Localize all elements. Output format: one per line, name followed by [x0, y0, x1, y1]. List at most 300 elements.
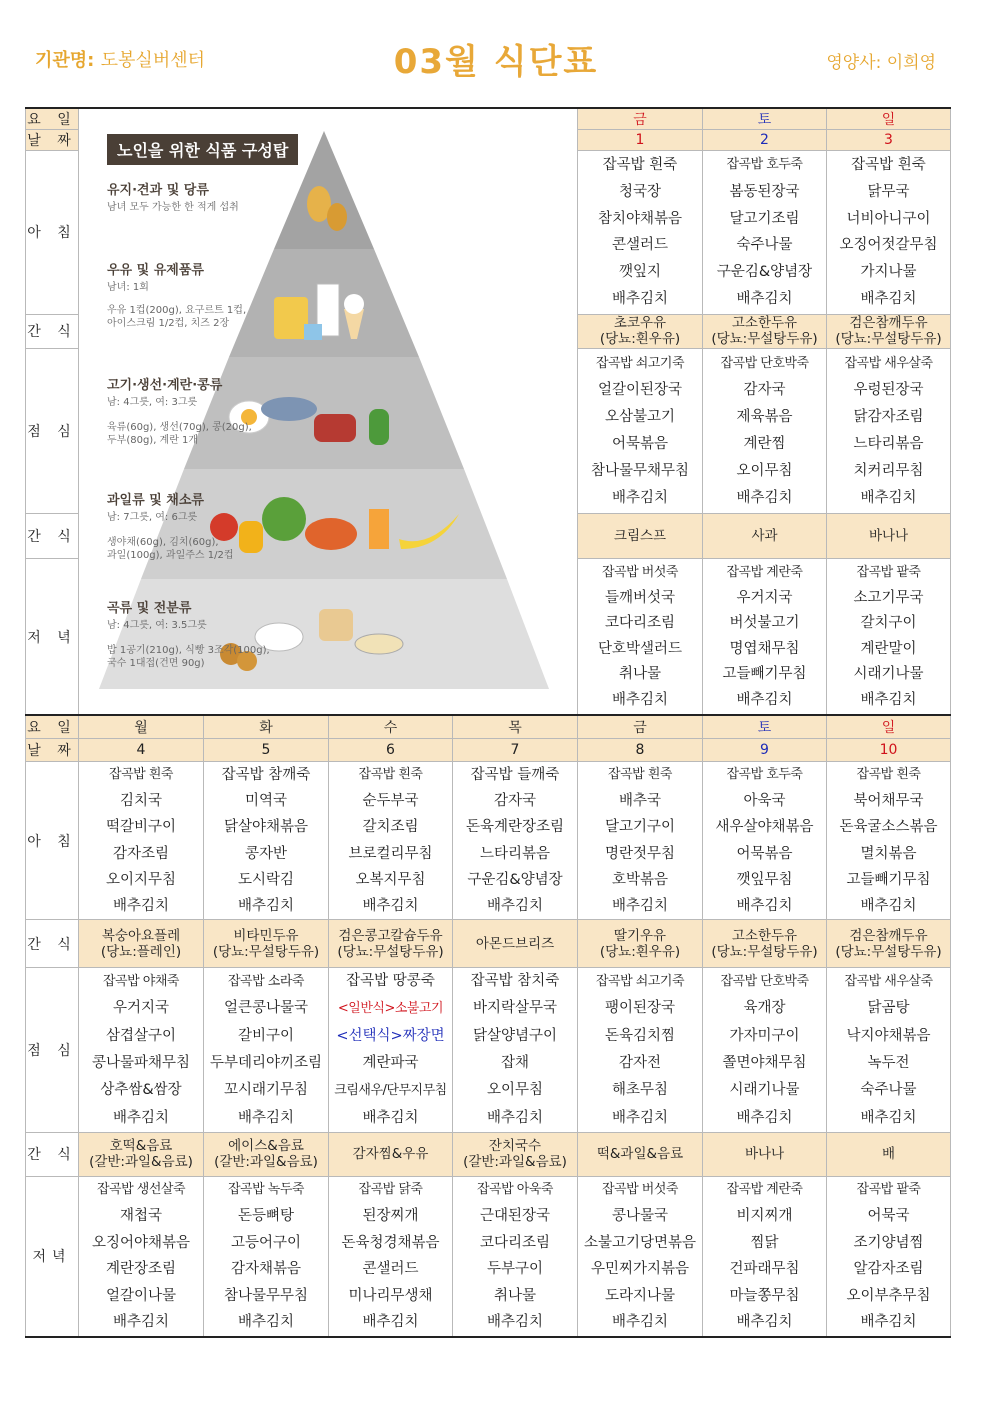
menu-item: 감자국	[743, 381, 786, 398]
pyramid-level-name: 과일류 및 채소류	[107, 493, 204, 508]
row-label-date: 날 짜	[26, 130, 79, 151]
lunch-cell	[703, 348, 827, 514]
menu-item: 감자채볶음	[230, 1261, 302, 1278]
menu-item: 콘샐러드	[362, 1261, 419, 1278]
menu-item: 잡곡밥 녹두죽	[228, 1181, 304, 1197]
breakfast-cell	[827, 762, 951, 920]
menu-item: 계란말이	[860, 640, 917, 657]
nutritionist-name: 이희영	[886, 53, 936, 73]
row-label-snack: 간 식	[26, 920, 79, 968]
menu-item: 잡곡밥 새우살죽	[844, 355, 933, 371]
menu-item: 잡곡밥 참치죽	[470, 973, 560, 990]
menu-item: 잡곡밥 아욱죽	[477, 1181, 553, 1197]
menu-item: 달고기조림	[729, 210, 800, 227]
menu-item: 잡곡밥 흰죽	[856, 767, 921, 782]
row-label-lunch: 점 심	[26, 348, 79, 514]
menu-item: 배추김치	[611, 1109, 669, 1126]
menu-item: 참나물무무침	[223, 1287, 309, 1304]
menu-item: 콩자반	[244, 845, 288, 862]
snack-cell	[453, 920, 578, 968]
menu-item: 잡곡밥 호두죽	[726, 767, 803, 782]
menu-item: 비지찌개	[736, 1208, 793, 1225]
menu-item: 크림새우/단무지무침	[334, 1083, 447, 1099]
date-header: 2	[703, 130, 827, 151]
snack-item: 바나나	[868, 528, 909, 545]
menu-item: 잡곡밥 흰죽	[851, 157, 926, 174]
menu-item: 돈육김치찜	[604, 1027, 676, 1044]
week2-snack1-row	[26, 920, 951, 968]
breakfast-cell	[329, 762, 453, 920]
menu-item: 돈육굴소스볶음	[839, 819, 938, 836]
nutritionist-label: 영양사:	[826, 53, 882, 73]
menu-item: 계란찜	[743, 435, 786, 452]
week2-lunch-row	[26, 968, 951, 1133]
menu-item: 새우살야채볶음	[715, 819, 814, 836]
dinner-cell	[453, 1176, 578, 1337]
weekday-header: 토	[703, 108, 827, 130]
menu-item: 오이지무침	[105, 871, 177, 888]
menu-item: 브로컬리무침	[348, 845, 433, 862]
menu-item: 닭곰탕	[867, 1000, 910, 1017]
breakfast-cell	[703, 151, 827, 315]
menu-item: 잡곡밥 버섯죽	[602, 1181, 678, 1197]
lunch-cell	[204, 968, 329, 1133]
breakfast-cell	[79, 762, 204, 920]
menu-item: 재첩국	[119, 1208, 163, 1225]
menu-item: 들깨버섯국	[604, 589, 676, 606]
dinner-cell	[827, 559, 951, 715]
snack-cell	[703, 1132, 827, 1176]
menu-item: 깻잎지	[618, 263, 662, 280]
menu-item: 근대된장국	[479, 1208, 551, 1225]
row-label-snack: 간 식	[26, 514, 79, 559]
lunch-cell	[79, 968, 204, 1133]
breakfast-cell	[578, 151, 703, 315]
snack-item: 검은콩고칼슘두유	[338, 927, 443, 944]
menu-item: 도시락김	[237, 871, 295, 888]
menu-item: 북어채무국	[853, 793, 924, 810]
menu-item: 두부구이	[486, 1261, 544, 1278]
menu-item: 오복지무침	[355, 871, 426, 888]
menu-item: 갈비구이	[237, 1027, 295, 1044]
menu-item: 잡곡밥 흰죽	[109, 767, 173, 782]
menu-item: 잡곡밥 단호박죽	[720, 355, 809, 371]
menu-item: 얼갈이나물	[105, 1287, 177, 1304]
snack-cell	[329, 920, 453, 968]
menu-item: 우민찌가지볶음	[590, 1261, 690, 1278]
menu-item: 배추김치	[736, 1314, 793, 1331]
snack-item: (갈반:과일&음료)	[214, 1154, 318, 1171]
row-label-snack: 간 식	[26, 1132, 79, 1176]
menu-item: 배추김치	[611, 691, 669, 708]
pyramid-level-name: 우유 및 유제품류	[107, 263, 204, 278]
menu-item: 삼겹살구이	[105, 1027, 177, 1044]
menu-item: 닭살야채볶음	[223, 819, 309, 836]
menu-item: 잡곡밥 야채죽	[103, 974, 179, 990]
row-label-weekday: 요 일	[26, 108, 79, 130]
menu-item: 가지나물	[860, 263, 917, 280]
snack-item: (갈반:과일&음료)	[89, 1154, 193, 1171]
date-header: 10	[827, 739, 951, 762]
menu-item: 잡곡밥 닭죽	[358, 1181, 423, 1197]
snack-item: 고소한두유	[731, 315, 798, 332]
menu-item: 계란파국	[362, 1055, 419, 1072]
org-label: 기관명:	[35, 50, 95, 71]
menu-item: 미나리무생채	[348, 1287, 433, 1304]
dinner-cell	[578, 1176, 703, 1337]
menu-item: 구운김&양념장	[716, 263, 813, 280]
menu-item: 잡곡밥 새우살죽	[844, 974, 933, 990]
menu-item: 배추김치	[486, 897, 544, 914]
menu-item: 조기양념찜	[853, 1234, 924, 1251]
breakfast-cell	[703, 762, 827, 920]
menu-item: 닭무국	[867, 183, 910, 200]
menu-item: 배추김치	[611, 1314, 669, 1331]
menu-item: 숙주나물	[736, 237, 793, 254]
menu-item: 시래기나물	[853, 666, 924, 683]
menu-item: 감자국	[493, 793, 537, 810]
menu-item: 돈등뼈탕	[237, 1208, 295, 1225]
menu-item: 구운김&양념장	[467, 871, 563, 888]
weekday-header: 일	[827, 108, 951, 130]
menu-item: 잡곡밥 쇠고기죽	[595, 974, 685, 990]
menu-item: 잡곡밥 땅콩죽	[346, 973, 435, 990]
pyramid-level-desc: 남: 4그릇, 여: 3.5그릇	[107, 620, 207, 631]
menu-item: 참치야채볶음	[597, 210, 683, 227]
menu-item: 오이무침	[736, 462, 793, 479]
menu-item: 두부데리야끼조림	[209, 1055, 323, 1072]
pyramid-level-name: 유지·견과 및 당류	[107, 183, 209, 198]
snack-cell	[703, 314, 827, 348]
menu-item: 배추김치	[237, 1314, 295, 1331]
menu-item: 오징어젓갈무침	[839, 237, 938, 254]
menu-item: 잡곡밥 계란죽	[726, 565, 803, 581]
snack-cell	[204, 920, 329, 968]
menu-item: 팽이된장국	[604, 1000, 676, 1017]
snack-cell	[453, 1132, 578, 1176]
menu-item: 미역국	[244, 793, 288, 810]
menu-item: 잡곡밥 팥죽	[856, 1181, 921, 1197]
menu-item: 감자전	[618, 1055, 662, 1072]
snack-item: 복숭아요플레	[101, 927, 181, 944]
menu-item: 배추김치	[736, 1109, 793, 1126]
weekday-header: 금	[578, 108, 703, 130]
snack-cell	[578, 514, 703, 559]
snack-cell	[329, 1132, 453, 1176]
weekday-header: 월	[79, 715, 204, 739]
snack-cell	[827, 1132, 951, 1176]
menu-item: 배추김치	[362, 1314, 419, 1331]
menu-item: 소고기무국	[853, 589, 924, 606]
snack-item: 고소한두유	[731, 927, 798, 944]
lunch-cell	[329, 968, 453, 1133]
weekday-header: 목	[453, 715, 578, 739]
menu-item: 단호박샐러드	[597, 640, 683, 657]
week2-weekday-row	[26, 715, 951, 739]
menu-item: 취나물	[618, 666, 662, 683]
menu-item: 김치국	[119, 793, 163, 810]
snack-cell	[703, 514, 827, 559]
menu-item: 청국장	[618, 183, 662, 200]
menu-item: 제육볶음	[736, 408, 793, 425]
snack-item: (당뇨:흰우유)	[599, 331, 681, 348]
menu-item: 깻잎무침	[736, 871, 793, 888]
menu-item: 해초무침	[611, 1082, 669, 1099]
row-label-lunch: 점 심	[26, 968, 79, 1133]
menu-item: 갈치조림	[362, 819, 419, 836]
menu-item: 배추국	[618, 793, 662, 810]
menu-item: 느타리볶음	[853, 435, 924, 452]
menu-item: 너비아니구이	[846, 210, 931, 227]
dinner-cell	[703, 559, 827, 715]
menu-item: 배추김치	[860, 897, 917, 914]
menu-item: 배추김치	[860, 1109, 917, 1126]
menu-item: 소불고기당면볶음	[583, 1234, 697, 1251]
menu-item: 잡곡밥 참깨죽	[221, 767, 311, 783]
menu-item: 잡곡밥 소라죽	[228, 974, 304, 990]
menu-item: 숙주나물	[860, 1082, 917, 1099]
menu-item: 코다리조림	[604, 615, 676, 632]
pyramid-level-desc: 남녀 모두 가능한 한 적게 섭취	[107, 202, 239, 213]
menu-item: 배추김치	[486, 1314, 544, 1331]
dinner-cell	[79, 1176, 204, 1337]
menu-item: 배추김치	[860, 1314, 917, 1331]
food-pyramid	[79, 109, 576, 714]
pyramid-level-detail: 생야채(60g), 김치(60g), 과일(100g), 과일주스 1/2컵	[107, 537, 234, 561]
menu-item: 어묵국	[867, 1208, 910, 1225]
menu-item: 배추김치	[237, 897, 295, 914]
pyramid-level-detail: 육류(60g), 생선(70g), 콩(20g), 두부(80g), 계란 1개	[107, 422, 252, 446]
weekday-header: 수	[329, 715, 453, 739]
menu-item: 우거지국	[736, 589, 793, 606]
menu-item: 배추김치	[362, 1109, 419, 1126]
menu-item: 달고기구이	[604, 819, 676, 836]
menu-item: 알감자조림	[853, 1261, 924, 1278]
lunch-cell	[453, 968, 578, 1133]
row-label-dinner: 저 녁	[26, 559, 79, 715]
row-label-weekday: 요 일	[26, 715, 79, 739]
snack-item: 사과	[751, 528, 778, 545]
menu-item: 배추김치	[860, 489, 917, 506]
menu-item: 가자미구이	[729, 1027, 800, 1044]
menu-item: 오이부추무침	[846, 1287, 931, 1304]
lunch-cell	[578, 348, 703, 514]
date-header: 7	[453, 739, 578, 762]
week2-breakfast-row	[26, 762, 951, 920]
menu-item: 된장찌개	[362, 1208, 419, 1225]
week2-date-row	[26, 739, 951, 762]
breakfast-cell	[578, 762, 703, 920]
menu-item: 육개장	[743, 1000, 786, 1017]
pyramid-level-desc: 남: 7그릇, 여: 6그릇	[107, 512, 198, 523]
menu-item: 갈치구이	[860, 615, 917, 632]
snack-item: (당뇨:무설탕두유)	[711, 943, 818, 960]
weekday-header: 화	[204, 715, 329, 739]
dinner-cell	[578, 559, 703, 715]
dinner-cell	[703, 1176, 827, 1337]
menu-item: 참나물무채무침	[590, 462, 690, 479]
menu-item: 오징어야채볶음	[91, 1234, 191, 1251]
menu-item: 배추김치	[860, 691, 917, 708]
snack-item: 호떡&음료	[109, 1138, 173, 1155]
snack-item: 아몬드브리즈	[475, 935, 555, 952]
menu-item: 돈육계란장조림	[465, 819, 565, 836]
snack-item: 검은참깨두유	[849, 315, 928, 332]
menu-item: 호박볶음	[611, 871, 669, 888]
row-label-breakfast: 아 침	[26, 151, 79, 315]
menu-item: 배추김치	[237, 1109, 295, 1126]
menu-item: <일반식>소불고기	[337, 1001, 444, 1017]
menu-item: 명엽채무침	[729, 640, 800, 657]
menu-item: 배추김치	[486, 1109, 544, 1126]
menu-item: 배추김치	[362, 897, 419, 914]
date-header: 1	[578, 130, 703, 151]
menu-item: 계란장조림	[105, 1261, 177, 1278]
snack-item: 감자찜&우유	[352, 1146, 429, 1163]
menu-item: 잡곡밥 버섯죽	[602, 565, 678, 581]
menu-item: <선택식>짜장면	[336, 1027, 445, 1044]
snack-item: 크림스프	[613, 528, 667, 545]
page-title: 03월 식단표	[393, 42, 599, 82]
snack-item: (당뇨:무설탕두유)	[337, 943, 444, 960]
menu-item: 콩나물국	[611, 1208, 669, 1225]
menu-item: 어묵볶음	[611, 435, 669, 452]
menu-item: 배추김치	[736, 489, 793, 506]
menu-item: 떡갈비구이	[105, 819, 177, 836]
snack-cell	[79, 920, 204, 968]
dinner-cell	[827, 1176, 951, 1337]
pyramid-level-detail: 우유 1컵(200g), 요구르트 1컵, 아이스크림 1/2컵, 치즈 2장	[107, 305, 247, 329]
dinner-cell	[329, 1176, 453, 1337]
menu-item: 우거지국	[112, 1000, 170, 1017]
row-label-snack: 간 식	[26, 314, 79, 348]
weekday-header: 토	[703, 715, 827, 739]
date-header: 9	[703, 739, 827, 762]
menu-item: 명란젓무침	[604, 845, 676, 862]
snack-item: 검은참깨두유	[849, 927, 928, 944]
snack-item: 비타민두유	[233, 927, 299, 944]
menu-item: 잡곡밥 호두죽	[726, 157, 803, 173]
breakfast-cell	[453, 762, 578, 920]
snack-cell	[827, 314, 951, 348]
menu-item: 도라지나물	[604, 1287, 676, 1304]
menu-item: 잡곡밥 흰죽	[358, 767, 423, 782]
menu-item: 쫄면야채무침	[722, 1055, 807, 1072]
snack-item: (당뇨:무설탕두유)	[212, 943, 320, 960]
menu-item: 느타리볶음	[479, 845, 551, 862]
lunch-cell	[827, 968, 951, 1133]
menu-item: 찜닭	[750, 1234, 779, 1251]
menu-item: 순두부국	[362, 793, 419, 810]
food-pyramid-panel	[79, 108, 578, 715]
lunch-cell	[578, 968, 703, 1133]
row-label-breakfast: 아 침	[26, 762, 79, 920]
menu-item: 꼬시래기무침	[223, 1082, 309, 1099]
snack-item: (당뇨:플레인)	[100, 943, 182, 960]
menu-item: 얼갈이된장국	[597, 381, 683, 398]
pyramid-title: 노인을 위한 식품 구성탑	[107, 134, 298, 165]
menu-item: 잡채	[500, 1055, 529, 1072]
snack-item: 잔치국수	[488, 1138, 542, 1155]
menu-item: 오삼불고기	[604, 408, 676, 425]
menu-item: 배추김치	[736, 290, 793, 307]
weekday-header: 일	[827, 715, 951, 739]
menu-item: 상추쌈&쌈장	[100, 1082, 182, 1099]
menu-item: 배추김치	[112, 1109, 170, 1126]
week2-dinner-row	[26, 1176, 951, 1337]
menu-item: 배추김치	[611, 290, 669, 307]
snack-item: (당뇨:무설탕두유)	[835, 331, 942, 348]
menu-item: 시래기나물	[729, 1082, 800, 1099]
menu-item: 잡곡밥 쇠고기죽	[595, 355, 685, 371]
pyramid-level-desc: 남: 4그릇, 여: 3그릇	[107, 397, 198, 408]
menu-item: 잡곡밥 단호박죽	[720, 974, 809, 990]
pyramid-level-name: 고기·생선·계란·콩류	[107, 378, 223, 393]
snack-item: 딸기우유	[613, 927, 667, 944]
menu-item: 치커리무침	[853, 462, 924, 479]
menu-item: 코다리조림	[479, 1234, 551, 1251]
lunch-cell	[827, 348, 951, 514]
row-label-dinner_alt: 저녁	[26, 1176, 79, 1337]
menu-item: 고들빼기무침	[846, 871, 931, 888]
menu-item: 잡곡밥 계란죽	[726, 1181, 803, 1197]
menu-item: 배추김치	[860, 290, 917, 307]
snack-item: (당뇨:무설탕두유)	[835, 943, 942, 960]
snack-cell	[578, 920, 703, 968]
snack-item: (당뇨:흰우유)	[599, 943, 681, 960]
menu-item: 낙지야채볶음	[846, 1027, 931, 1044]
row-label-date: 날 짜	[26, 739, 79, 762]
menu-item: 잡곡밥 흰죽	[602, 157, 678, 174]
menu-item: 고등어구이	[230, 1234, 302, 1251]
lunch-cell	[703, 968, 827, 1133]
snack-item: 떡&과일&음료	[596, 1146, 684, 1163]
menu-item: 잡곡밥 생선살죽	[96, 1181, 186, 1197]
menu-item: 배추김치	[611, 489, 669, 506]
menu-item: 잡곡밥 흰죽	[608, 767, 672, 782]
date-header: 5	[204, 739, 329, 762]
nutritionist-info	[826, 48, 936, 73]
menu-item: 닭감자조림	[853, 408, 924, 425]
menu-item: 잡곡밥 팥죽	[856, 565, 921, 581]
menu-item: 잡곡밥 들깨죽	[470, 767, 560, 783]
menu-item: 취나물	[493, 1287, 537, 1304]
date-header: 4	[79, 739, 204, 762]
snack-item: (갈반:과일&음료)	[463, 1154, 567, 1171]
snack-item: 배	[881, 1146, 896, 1163]
menu-item: 마늘쫑무침	[729, 1287, 800, 1304]
weekday-header: 금	[578, 715, 703, 739]
org-name: 도봉실버센터	[100, 50, 205, 71]
menu-item: 배추김치	[112, 1314, 170, 1331]
snack-item: 초코우유	[613, 315, 667, 332]
date-header: 3	[827, 130, 951, 151]
week1-weekday-row	[26, 108, 951, 130]
snack-item: 바나나	[744, 1146, 785, 1163]
snack-cell	[827, 514, 951, 559]
snack-item: (당뇨:무설탕두유)	[711, 331, 818, 348]
snack-cell	[827, 920, 951, 968]
menu-item: 녹두전	[867, 1055, 910, 1072]
pyramid-level-desc: 남녀: 1회	[107, 282, 149, 293]
menu-item: 감자조림	[112, 845, 170, 862]
menu-item: 닭살양념구이	[472, 1027, 558, 1044]
menu-item: 버섯불고기	[729, 615, 800, 632]
snack-cell	[204, 1132, 329, 1176]
menu-item: 얼큰콩나물국	[223, 1000, 309, 1017]
date-header: 8	[578, 739, 703, 762]
menu-item: 오이무침	[486, 1082, 544, 1099]
